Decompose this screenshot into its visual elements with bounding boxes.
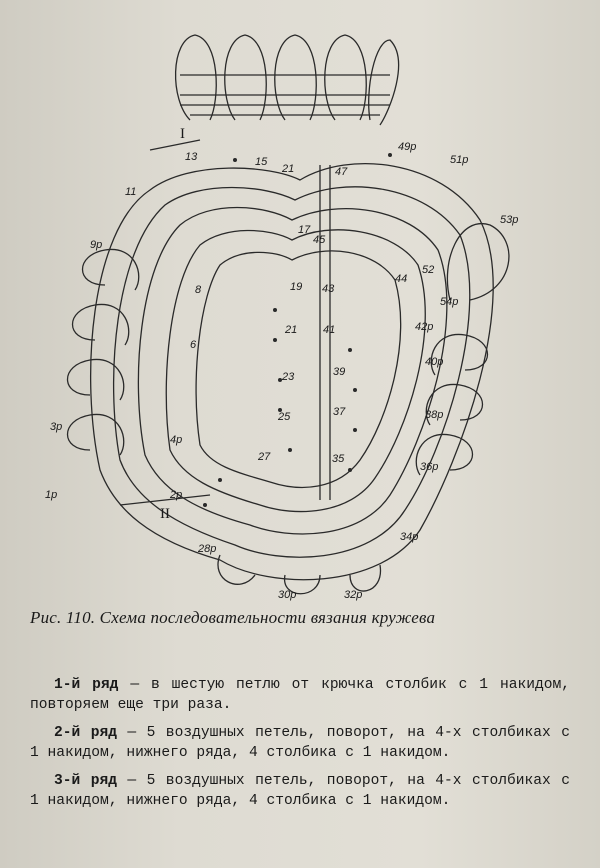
label-19: 19 xyxy=(290,281,303,293)
instructions xyxy=(30,675,570,819)
label-11: 11 xyxy=(125,186,137,198)
row-2-text: — 5 воздушных петель, поворот, на 4-х столбиках с 1 накидом, нижнего ряда, 4 столбика с 1 накидом. xyxy=(30,725,570,761)
label-II: II xyxy=(160,506,170,522)
top-loop-3 xyxy=(275,35,316,120)
label-23: 23 xyxy=(282,371,295,383)
label-38r: 38р xyxy=(425,409,444,421)
label-40r: 40р xyxy=(425,356,444,368)
top-loop-1 xyxy=(176,35,217,120)
bottom-loop-1 xyxy=(218,555,255,584)
label-47: 47 xyxy=(335,166,348,178)
row-3-text: — 5 воздушных петель, поворот, на 4-х столбиках с 1 накидом, нижнего ряда, 4 столбика с 1 накидом. xyxy=(30,773,570,809)
figure-caption: Рис. 110. Схема последовательности вязания кружева xyxy=(30,608,436,627)
label-30r: 30р xyxy=(278,589,297,601)
label-4r: 4р xyxy=(170,434,183,446)
label-41: 41 xyxy=(323,324,336,336)
left-loop-4 xyxy=(83,249,139,290)
label-I: I xyxy=(180,126,185,142)
label-54r: 54р xyxy=(440,296,459,308)
top-loop-5 xyxy=(369,40,399,125)
label-37: 37 xyxy=(333,406,346,418)
row-1 xyxy=(30,675,570,715)
row-2-head: 2-й ряд xyxy=(54,725,117,741)
lace-diagram xyxy=(20,0,580,605)
label-21: 21 xyxy=(285,324,298,336)
label-36r: 36р xyxy=(420,461,439,473)
label-39: 39 xyxy=(333,366,346,378)
label-49r: 49р xyxy=(398,141,417,153)
label-13: 13 xyxy=(185,151,198,163)
row-3 xyxy=(30,771,570,811)
label-17: 17 xyxy=(298,224,311,236)
strip-I xyxy=(150,140,200,150)
label-42r: 42р xyxy=(415,321,434,333)
left-loop-2 xyxy=(68,359,124,400)
strip-II xyxy=(120,495,210,505)
label-45: 45 xyxy=(313,234,326,246)
label-25: 25 xyxy=(278,411,291,423)
label-53r: 53р xyxy=(500,214,519,226)
label-43: 43 xyxy=(322,283,335,295)
row-1-head: 1-й ряд xyxy=(54,677,119,693)
row-1-text: — в шестую петлю от крючка столбик с 1 накидом, повторяем еще три раза. xyxy=(30,677,570,713)
oval-4 xyxy=(166,230,425,512)
label-1r: 1р xyxy=(45,489,58,501)
row-3-head: 3-й ряд xyxy=(54,773,117,789)
row-2 xyxy=(30,723,570,763)
label-6: 6 xyxy=(190,339,197,351)
right-loop-4 xyxy=(447,224,509,300)
label-28r: 28р xyxy=(198,543,217,555)
label-2r: 2р xyxy=(170,489,183,501)
label-44: 44 xyxy=(395,273,408,285)
top-strip-lines xyxy=(180,75,390,115)
left-loop-3 xyxy=(73,304,129,345)
label-51r: 51р xyxy=(450,154,469,166)
top-loop-4 xyxy=(325,35,366,120)
label-27: 27 xyxy=(258,451,271,463)
label-8: 8 xyxy=(195,284,202,296)
label-3r: 3р xyxy=(50,421,63,433)
top-loop-2 xyxy=(225,35,266,120)
label-21b: 21 xyxy=(282,163,295,175)
label-9r: 9р xyxy=(90,239,103,251)
label-15: 15 xyxy=(255,156,268,168)
label-52: 52 xyxy=(422,264,435,276)
lace-diagram-svg xyxy=(20,0,580,605)
bottom-loop-3 xyxy=(350,565,380,591)
label-35: 35 xyxy=(332,453,345,465)
label-32r: 32р xyxy=(344,589,363,601)
label-34r: 34р xyxy=(400,531,419,543)
